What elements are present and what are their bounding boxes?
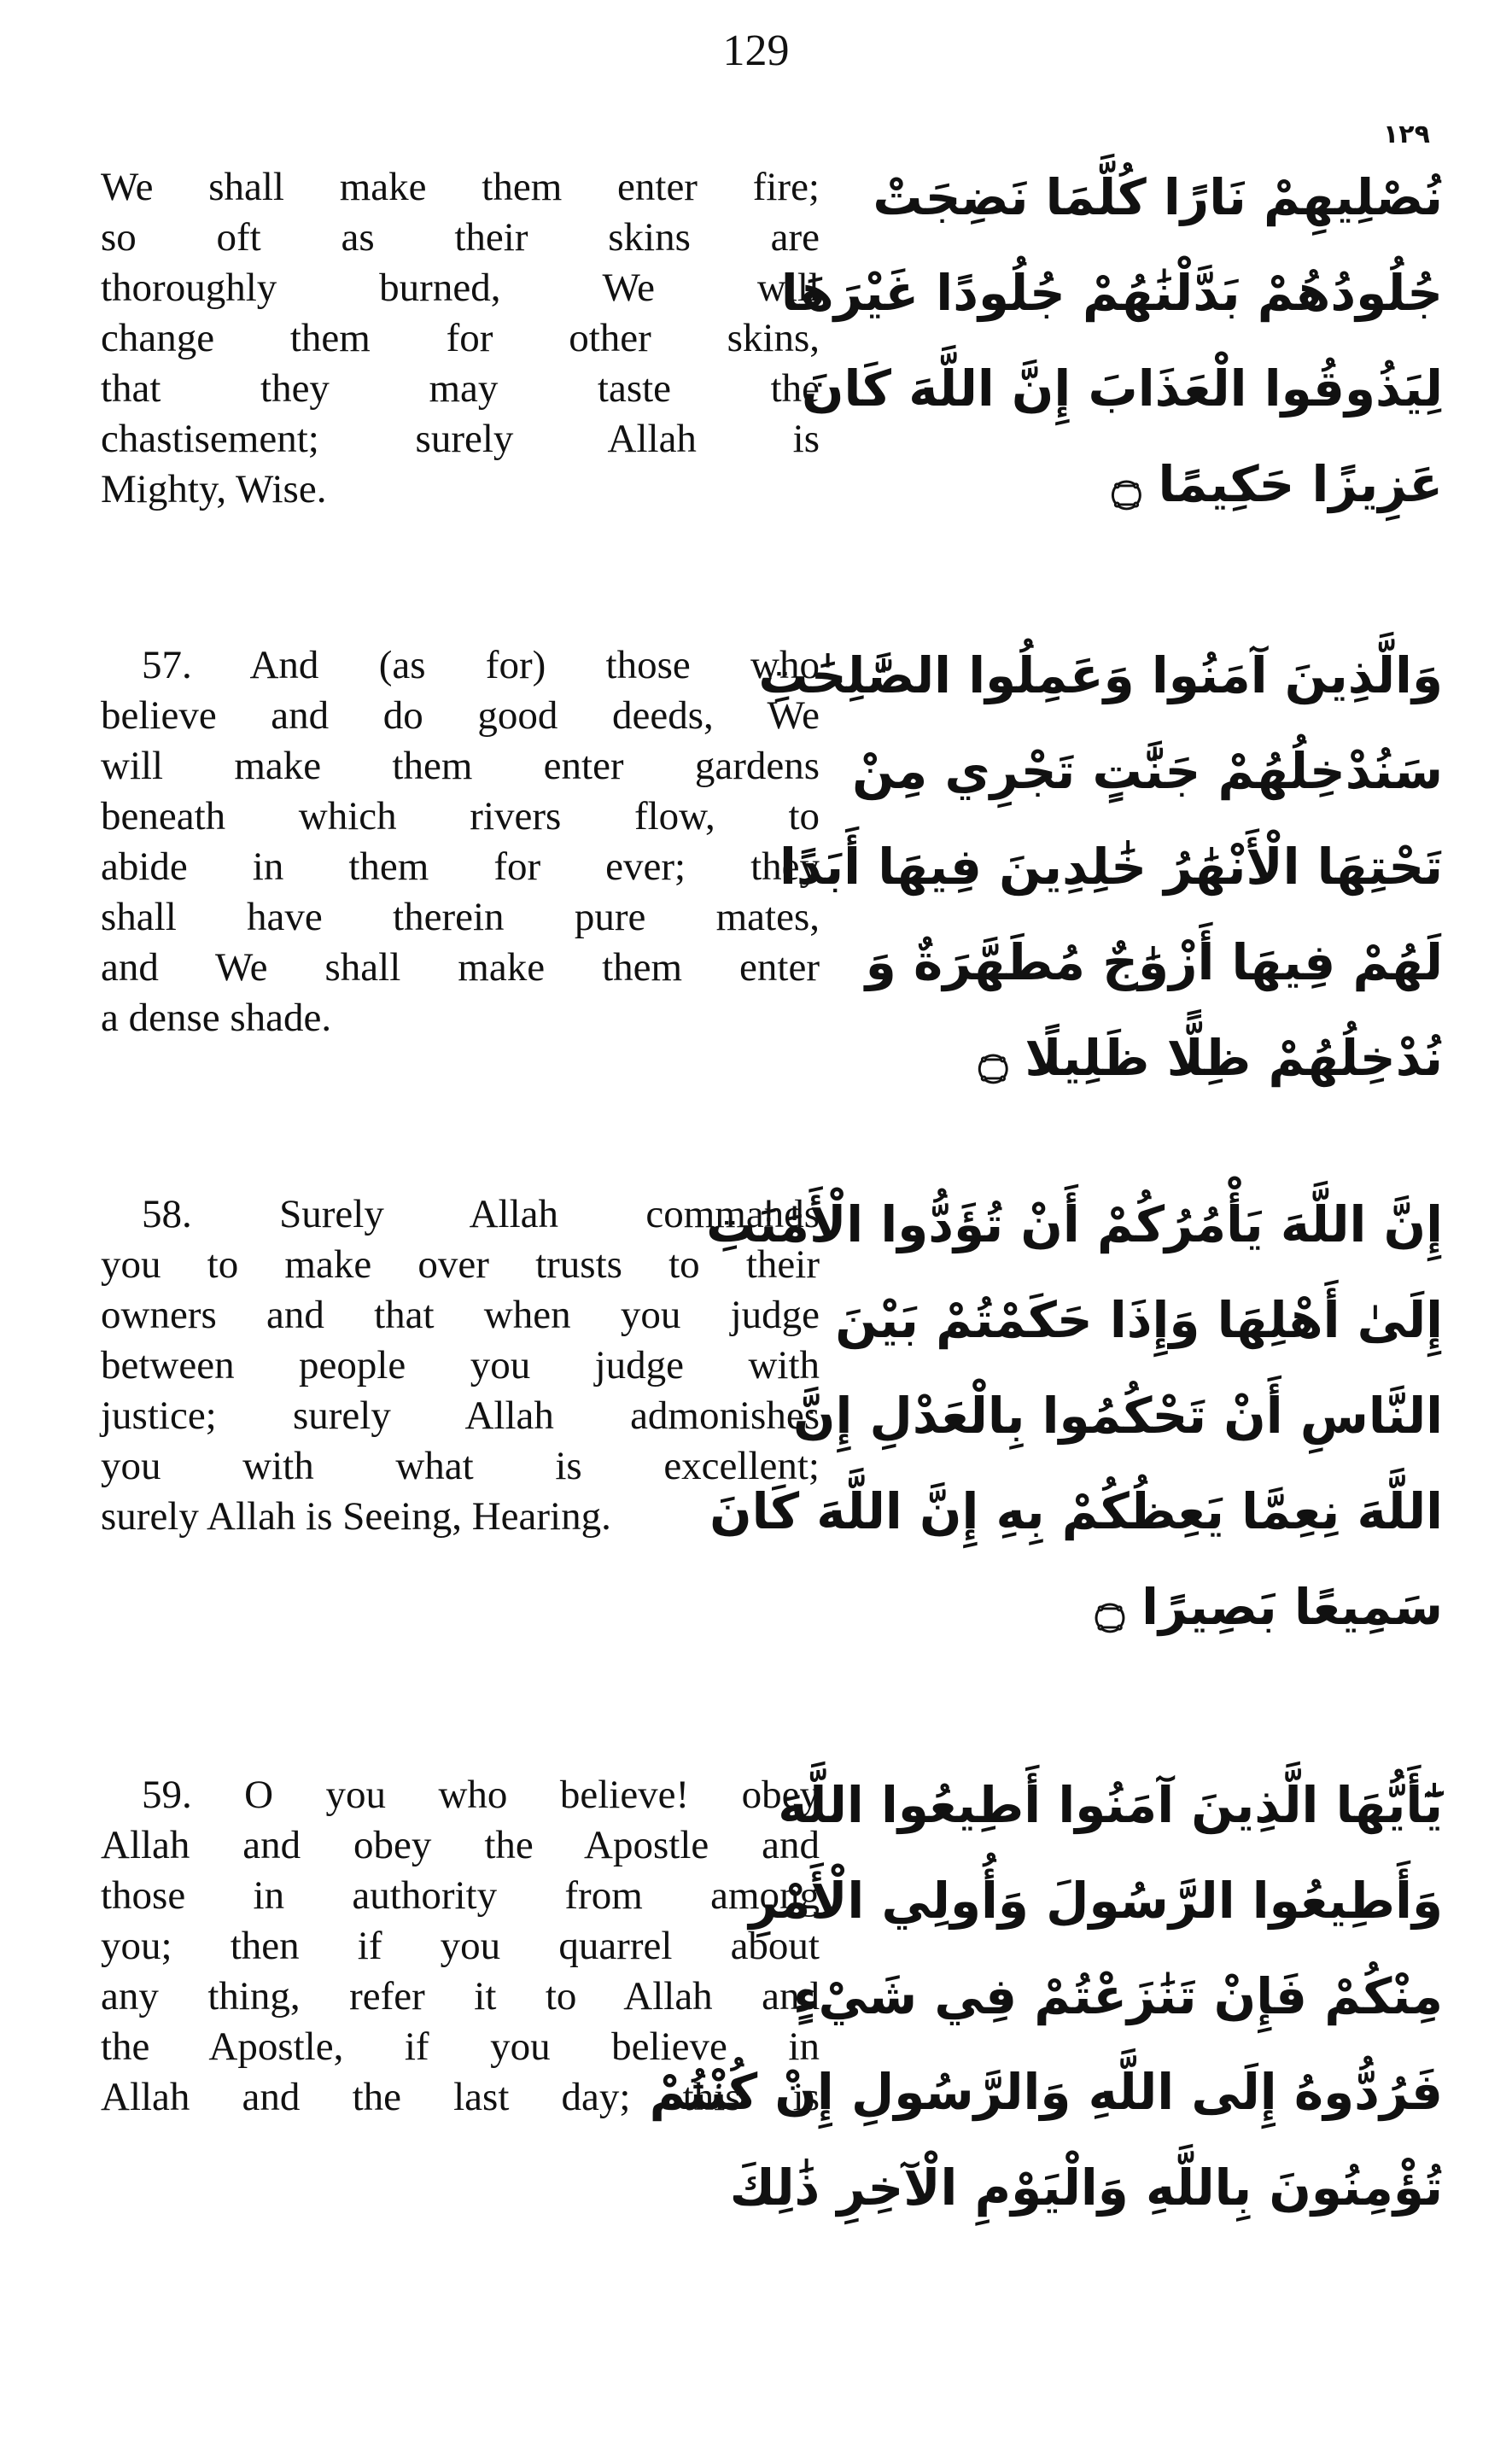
arabic-text xyxy=(649,1757,1443,2235)
arabic-line: نُصْلِيهِمْ نَارًا كُلَّمَا نَضِجَتْ xyxy=(873,168,1443,226)
arabic-line: النَّاسِ أَنْ تَحْكُمُوا بِالْعَدْلِ إِنَّ xyxy=(792,1387,1443,1445)
english-line: surely Allah is Seeing, Hearing. xyxy=(101,1494,611,1539)
arabic-line: وَالَّذِينَ آمَنُوا وَعَمِلُوا الصَّٰلِحَٰتِ xyxy=(758,646,1443,704)
arabic-line: لَهُمْ فِيهَا أَزْوَٰجٌ مُطَهَّرَةٌ وَ xyxy=(865,933,1443,991)
english-line: beneath which rivers flow, to xyxy=(101,794,820,838)
english-line: thoroughly burned, We will xyxy=(101,266,820,310)
english-translation xyxy=(101,162,820,515)
english-translation xyxy=(101,640,820,1043)
english-line: those in authority from among xyxy=(101,1873,820,1918)
arabic-line: سَنُدْخِلُهُمْ جَنَّٰتٍ تَجْرِي مِنْ xyxy=(852,742,1443,800)
arabic-line: سَمِيعًا بَصِيرًا ۝ xyxy=(1095,1578,1443,1636)
arabic-text xyxy=(758,628,1443,1106)
english-line: the Apostle, if you believe in xyxy=(101,2024,820,2069)
english-line: 58. Surely Allah commands xyxy=(142,1192,820,1236)
english-line: shall have therein pure mates, xyxy=(101,895,820,939)
english-line: justice; surely Allah admonishes xyxy=(101,1393,820,1438)
english-line: 57. And (as for) those who xyxy=(142,643,820,687)
arabic-line: جُلُودُهُمْ بَدَّلْنَٰهُمْ جُلُودًا غَيْرَهَا xyxy=(780,264,1443,322)
english-line: a dense shade. xyxy=(101,996,332,1040)
arabic-line: مِنْكُمْ فَإِنْ تَنَٰزَعْتُمْ فِي شَيْءٍ xyxy=(792,1967,1443,2025)
english-line: any thing, refer it to Allah and xyxy=(101,1974,820,2018)
english-line: you; then if you quarrel about xyxy=(101,1924,820,1968)
english-line: We shall make them enter fire; xyxy=(101,165,820,209)
english-line: abide in them for ever; they xyxy=(101,844,820,889)
english-line: you with what is excellent; xyxy=(101,1444,820,1488)
arabic-line: تُؤْمِنُونَ بِاللَّهِ وَالْيَوْمِ الْآخِرِ ذَٰلِكَ xyxy=(729,2159,1443,2217)
arabic-page-number: ١٢٩ xyxy=(1383,120,1430,149)
arabic-line: اللَّهَ نِعِمَّا يَعِظُكُمْ بِهِ إِنَّ اللَّهَ كَانَ xyxy=(709,1482,1443,1540)
english-line: that they may taste the xyxy=(101,366,820,411)
english-line: and We shall make them enter xyxy=(101,945,820,990)
arabic-line: إِنَّ اللَّهَ يَأْمُرُكُمْ أَنْ تُؤَدُّوا الْأَمَٰنَٰتِ xyxy=(706,1195,1443,1253)
english-line: Mighty, Wise. xyxy=(101,467,327,511)
arabic-line: يَٰٓأَيُّهَا الَّذِينَ آمَنُوا أَطِيعُوا اللَّهَ xyxy=(778,1776,1443,1834)
english-line: you to make over trusts to their xyxy=(101,1242,820,1287)
english-line: Allah and obey the Apostle and xyxy=(101,1823,820,1867)
arabic-line: نُدْخِلُهُمْ ظِلًّا ظَلِيلًا ۝ xyxy=(978,1029,1443,1087)
arabic-text xyxy=(780,149,1443,532)
english-line: will make them enter gardens xyxy=(101,744,820,788)
english-line: between people you judge with xyxy=(101,1343,820,1388)
arabic-text xyxy=(706,1177,1443,1655)
english-line: change them for other skins, xyxy=(101,316,820,360)
arabic-line: تَحْتِهَا الْأَنْهَٰرُ خَٰلِدِينَ فِيهَا أَبَدًا xyxy=(779,838,1443,896)
arabic-line: فَرُدُّوهُ إِلَى اللَّهِ وَالرَّسُولِ إِنْ كُنْتُمْ xyxy=(649,2063,1443,2121)
page-number: 129 xyxy=(722,26,790,75)
arabic-line: وَأَطِيعُوا الرَّسُولَ وَأُولِي الْأَمْرِ xyxy=(749,1872,1443,1930)
arabic-line: لِيَذُوقُوا الْعَذَابَ إِنَّ اللَّهَ كَانَ xyxy=(802,359,1443,418)
english-line: chastisement; surely Allah is xyxy=(101,417,820,461)
english-line: 59. O you who believe! obey xyxy=(142,1773,820,1817)
english-line: owners and that when you judge xyxy=(101,1293,820,1337)
english-line: Allah and the last day; this is xyxy=(101,2075,820,2119)
arabic-line: إِلَىٰ أَهْلِهَا وَإِذَا حَكَمْتُمْ بَيْنَ xyxy=(835,1291,1443,1349)
english-line: so oft as their skins are xyxy=(101,215,820,260)
english-line: believe and do good deeds, We xyxy=(101,693,820,738)
arabic-line: عَزِيزًا حَكِيمًا ۝ xyxy=(1112,455,1443,513)
